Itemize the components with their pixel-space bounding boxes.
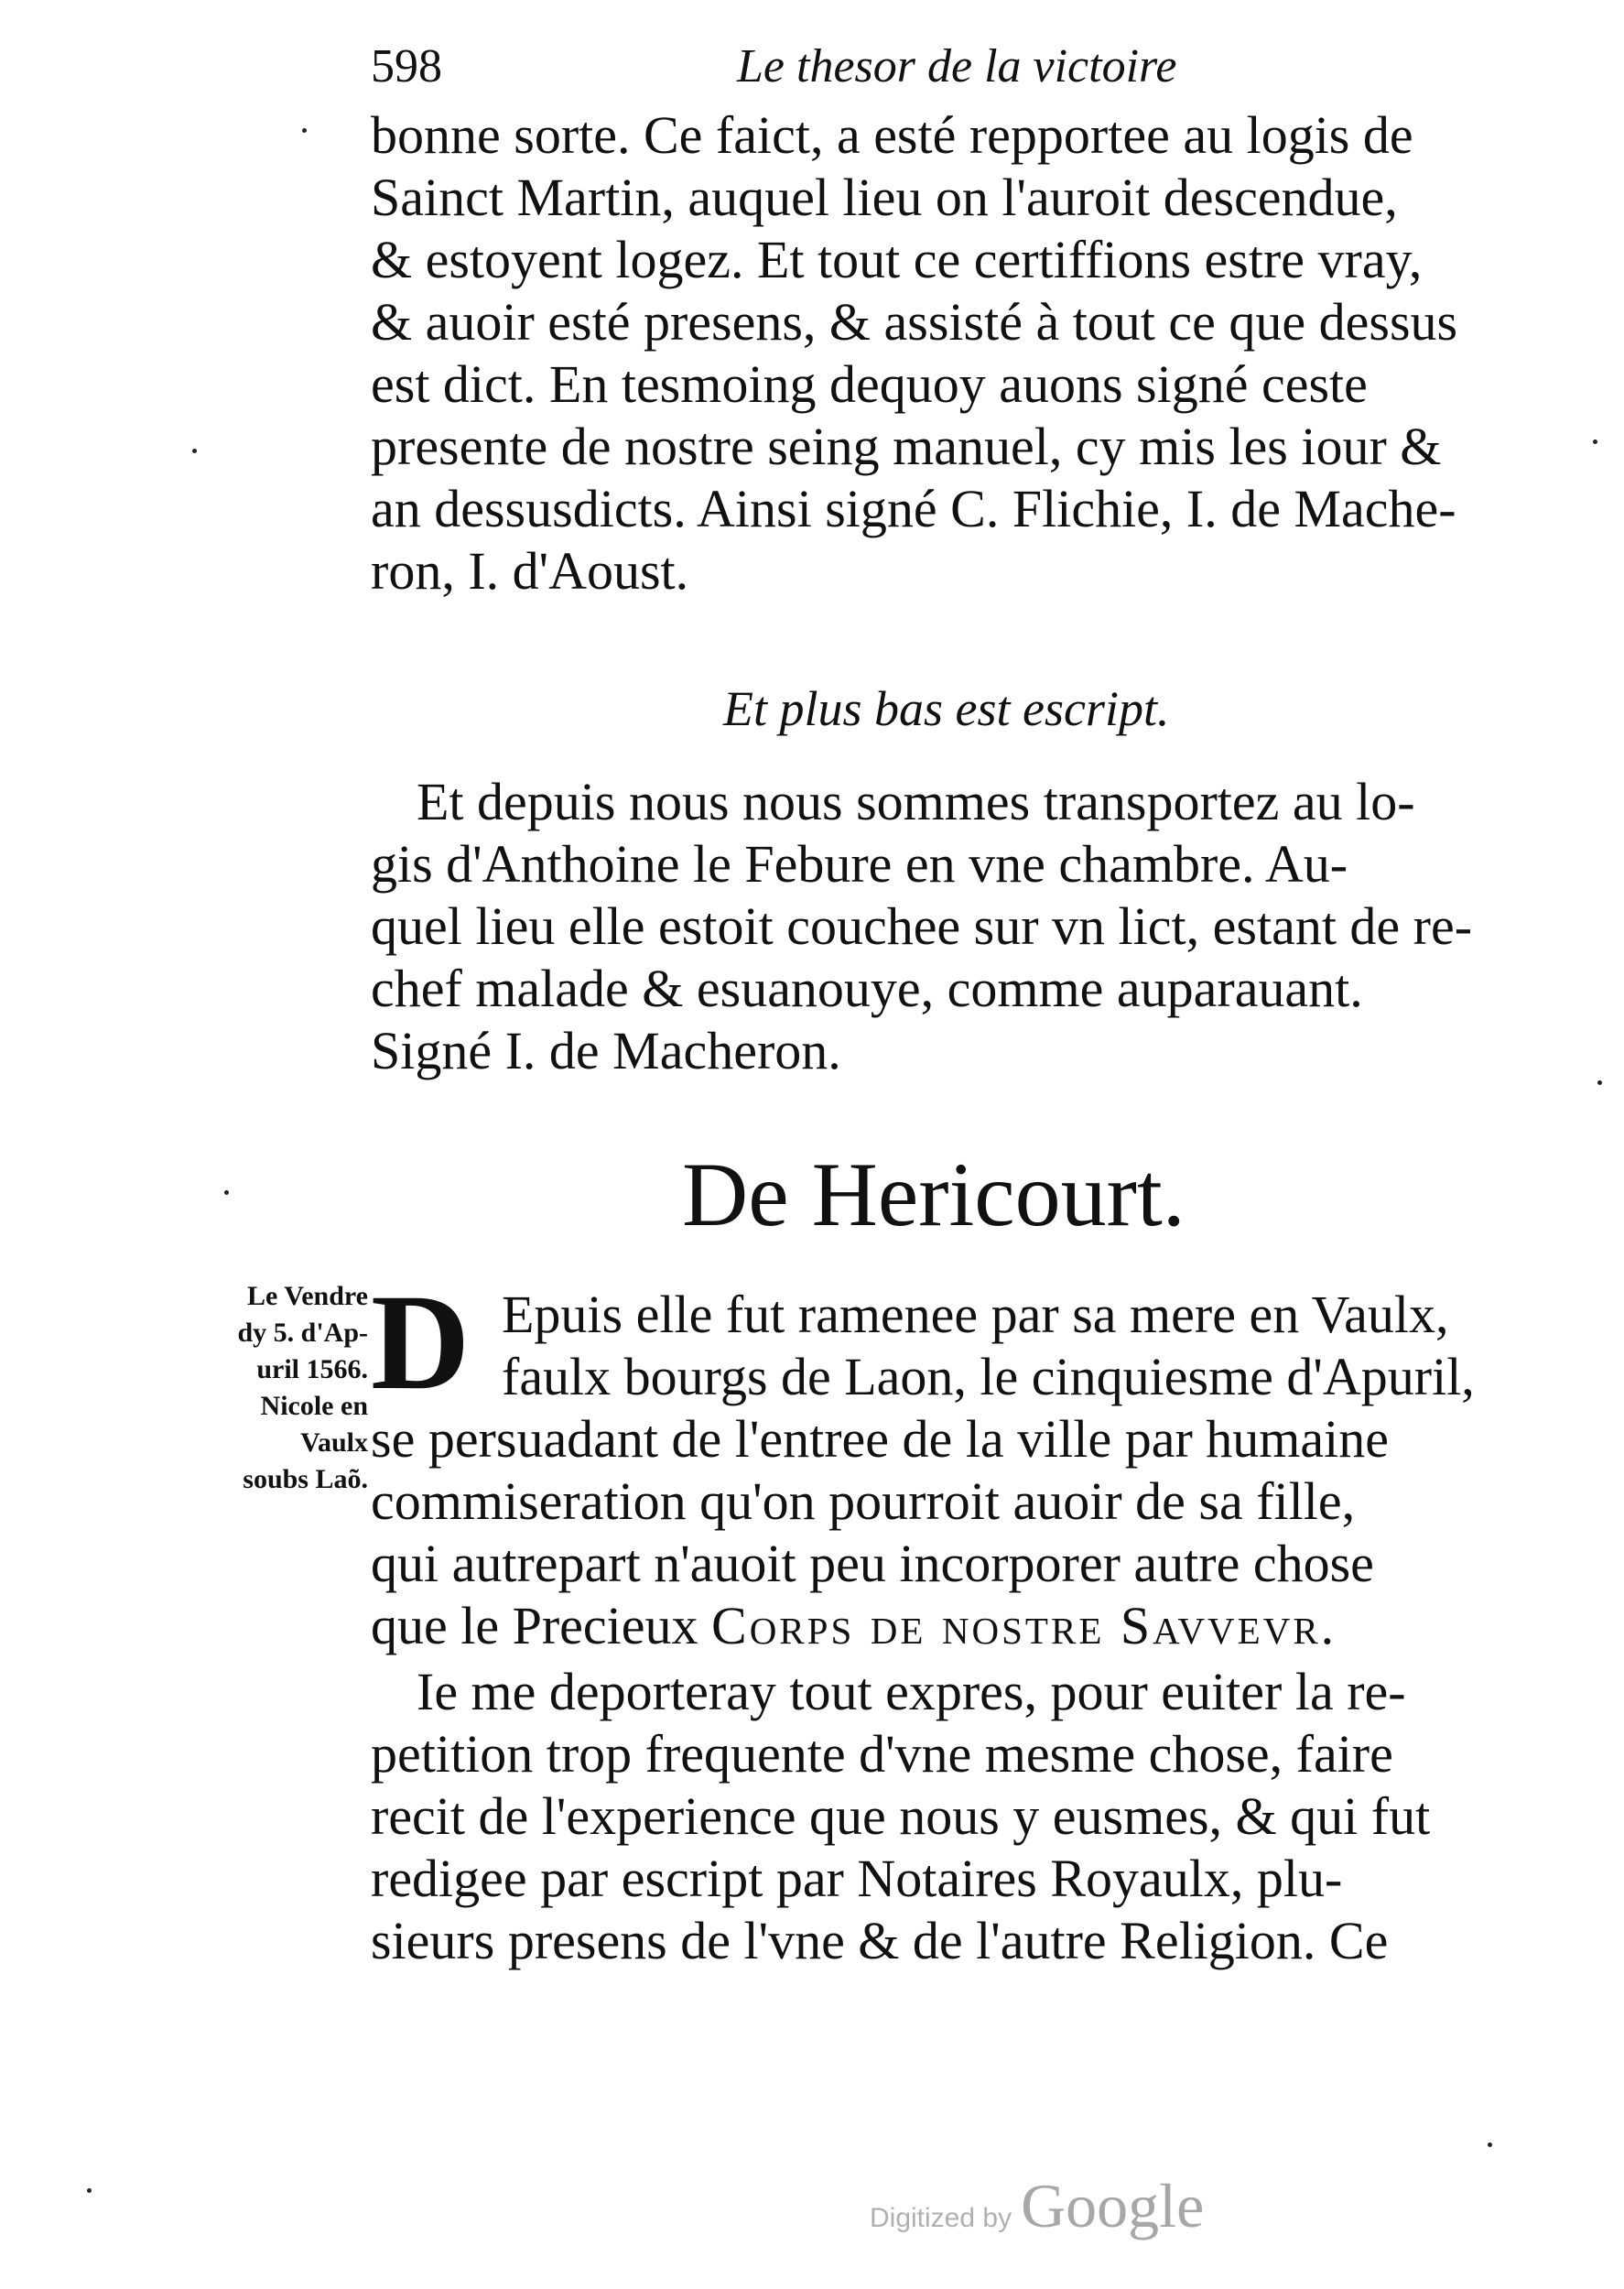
text-line: faulx bourgs de Laon, le cinquiesme d'Apuril, (502, 1347, 1475, 1406)
text-line: Sainct Martin, auquel lieu on l'auroit descendue, (371, 168, 1398, 227)
text-line: petition trop frequente d'vne mesme chose, faire (371, 1724, 1393, 1784)
text-line: commiseration qu'on pourroit auoir de sa fille, (371, 1471, 1356, 1531)
text-line: Ie me deporteray tout expres, pour euiter la re- (417, 1662, 1406, 1721)
text-line: & estoyent logez. Et tout ce certiffions estre vray, (371, 230, 1423, 289)
margin-note-line: Le Vendre (247, 1281, 368, 1311)
page-number: 598 (371, 40, 442, 92)
text-line: est dict. En tesmoing dequoy auons signé ceste (371, 354, 1368, 414)
page-header (371, 35, 1250, 99)
text-line: Epuis elle fut ramenee par sa mere en Vaulx, (502, 1285, 1449, 1344)
running-title: Le thesor de la victoire (737, 40, 1177, 92)
subheading: Et plus bas est escript. (723, 681, 1170, 736)
section-title: De Hericourt. (682, 1144, 1186, 1245)
text-line: Signé I. de Macheron. (371, 1021, 841, 1080)
scan-speck (87, 2188, 92, 2193)
scan-speck (192, 449, 197, 453)
text-line: gis d'Anthoine le Febure en vne chambre. Au- (371, 834, 1348, 894)
text-line: & auoir esté presens, & assisté à tout ce que dessus (371, 292, 1458, 352)
margin-note-line: uril 1566. (256, 1354, 368, 1384)
scan-speck (224, 1190, 229, 1195)
small-caps-phrase: Corps de nostre Savvevr. (711, 1596, 1337, 1655)
scan-speck (1597, 1080, 1602, 1085)
text-line: recit de l'experience que nous y eusmes, & qui fut (371, 1786, 1431, 1846)
scan-speck (302, 128, 307, 133)
text-line: bonne sorte. Ce faict, a esté repportee au logis de (371, 105, 1413, 165)
text-line: Et depuis nous nous sommes transportez au lo- (417, 772, 1415, 831)
digitized-label: Digitized by (870, 2203, 1012, 2233)
digitized-watermark (870, 2170, 1204, 2242)
text-line: quel lieu elle estoit couchee sur vn lict, estant de re- (371, 896, 1473, 956)
google-logo: Google (1021, 2171, 1205, 2240)
margin-note-line: Nicole en (260, 1391, 368, 1421)
margin-note-line: dy 5. d'Ap- (237, 1318, 368, 1348)
text-line: ron, I. d'Aoust. (371, 541, 689, 601)
text-fragment: que le Precieux (371, 1596, 698, 1655)
text-line: redigee par escript par Notaires Royaulx, plu- (371, 1849, 1343, 1908)
text-line: qui autrepart n'auoit peu incorporer autre chose (371, 1534, 1374, 1593)
scan-speck (1488, 2143, 1492, 2147)
margin-note-line: Vaulx (300, 1427, 368, 1458)
text-line: presente de nostre seing manuel, cy mis les iour & (371, 417, 1442, 476)
text-line: chef malade & esuanouye, comme auparauant. (371, 959, 1363, 1018)
margin-note-line: soubs Laõ. (243, 1464, 368, 1494)
scan-speck (1593, 439, 1597, 444)
text-line: an dessusdicts. Ainsi signé C. Flichie, I. de Mache- (371, 479, 1456, 538)
text-line (371, 1593, 1337, 1659)
drop-cap: D (371, 1266, 471, 1418)
text-line: se persuadant de l'entree de la ville par humaine (371, 1409, 1389, 1469)
text-line: sieurs presens de l'vne & de l'autre Religion. Ce (371, 1911, 1389, 1970)
